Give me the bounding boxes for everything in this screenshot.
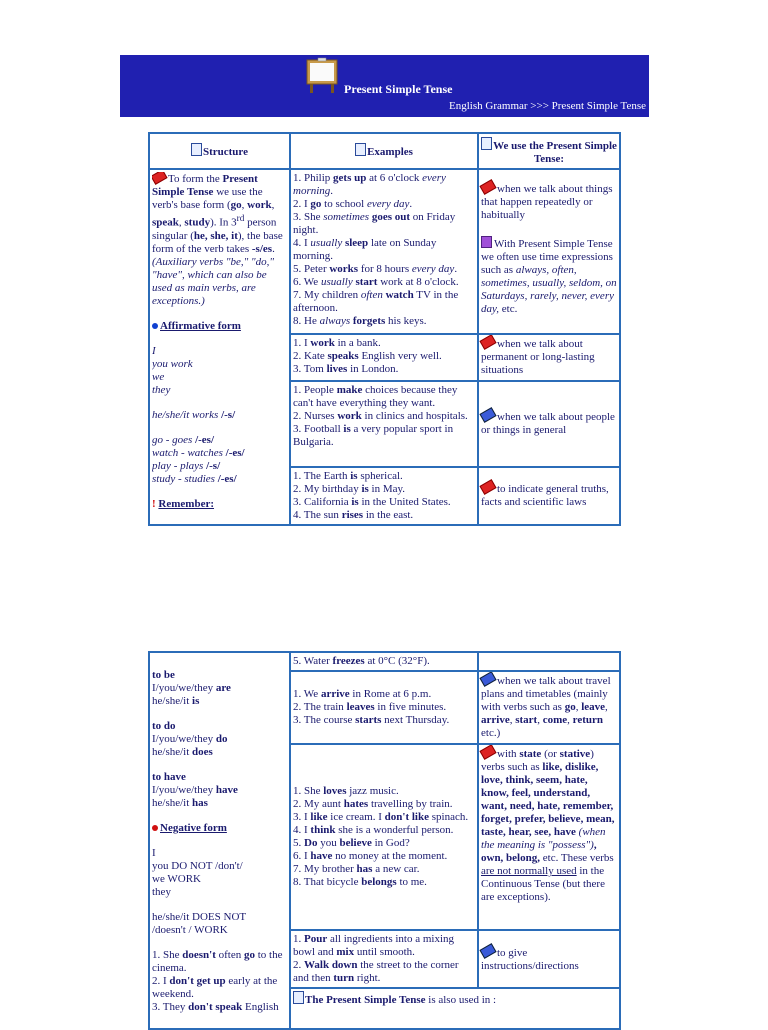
examples-truths: 1. The Earth is spherical. 2. My birthday is in May. 3. California is in the United States. 4. The sun rises in the east. xyxy=(290,467,478,525)
examples-instructions: 1. Pour all ingredients into a mixing bowl and mix until smooth. 2. Walk down the street to the corner and then turn right. xyxy=(290,930,478,989)
pencil-icon xyxy=(479,179,496,195)
pencil-icon xyxy=(479,480,496,496)
usage-empty xyxy=(478,652,620,671)
pencil-icon xyxy=(152,172,168,185)
examples-water: 5. Water freezes at 0°C (32°F). xyxy=(290,652,478,671)
affirmative-heading[interactable]: Affirmative form xyxy=(160,319,241,332)
usage-travel: when we talk about travel plans and timetables (mainly with verbs such as go, leave, arrive, start, come, return etc.) xyxy=(478,671,620,744)
pencil-icon xyxy=(479,671,496,687)
document-icon xyxy=(481,137,492,150)
breadcrumb: English Grammar >>> Present Simple Tense xyxy=(449,100,646,112)
examples-habits: 1. Philip gets up at 6 o'clock every morning. 2. I go to school every day. 3. She sometimes goes out on Friday night. 4. I usually sleep late on Sunday morning. 5. Peter works for 8 hours every day. 6. We usually start work at 8 o'clock. 7. My children often watch TV in the afternoon. 8. He always forgets his keys. xyxy=(290,169,478,334)
pin-icon xyxy=(152,825,158,831)
negative-heading[interactable]: Negative form xyxy=(160,822,227,834)
usage-habits: when we talk about things that happen repeatedly or habitually With Present Simple Tense we often use time expressions such as always, often, sometimes, usually, seldom, on Saturdays, rarely, never, every day, etc. xyxy=(478,169,620,334)
document-icon xyxy=(293,991,304,1004)
tense-table-part1 xyxy=(148,132,621,526)
book-icon xyxy=(481,236,492,248)
usage-general: when we talk about people or things in general xyxy=(478,381,620,467)
usage-stative: with state (or stative) verbs such as like, dislike, love, think, seem, hate, know, feel, understand, want, need, hate, remember, forget, prefer, believe, mean, taste, hear, see, have (when the meaning is "possess"), own, belong, etc. These verbs are not normally used in the Continuous Tense (but there are exceptions). xyxy=(478,744,620,929)
pencil-icon xyxy=(479,335,496,351)
examples-general: 1. People make choices because they can't have everything they want. 2. Nurses work in clinics and hospitals. 3. Football is a very popular sport in Bulgaria. xyxy=(290,381,478,467)
usage-permanent: when we talk about permanent or long-lasting situations xyxy=(478,334,620,380)
pencil-icon xyxy=(479,943,496,959)
remember-link[interactable]: Remember: xyxy=(158,497,215,510)
document-icon xyxy=(355,143,366,156)
header-examples: Examples xyxy=(290,133,478,169)
tense-table-part2 xyxy=(148,651,621,1030)
structure-cell-continued: to be I/you/we/they are he/she/it is to do I/you/we/they do he/she/it does to have I/you/we/they have he/she/it has Negative form I you DO NOT /don't/ we WORK they he/she/it DOES NOT /doesn't / WORK 1. She doesn't often go to the cinema. 2. I don't get up early at the weekend. 3. They don't speak English xyxy=(149,652,290,1029)
usage-instructions: to give instructions/directions xyxy=(478,930,620,989)
also-used-in: The Present Simple Tense is also used in : xyxy=(290,988,620,1029)
page-banner xyxy=(120,55,649,117)
examples-travel: 1. We arrive in Rome at 6 p.m. 2. The train leaves in five minutes. 3. The course starts next Thursday. xyxy=(290,671,478,744)
examples-permanent: 1. I work in a bank. 2. Kate speaks English very well. 3. Tom lives in London. xyxy=(290,334,478,380)
pencil-icon xyxy=(479,407,496,423)
document-icon xyxy=(191,143,202,156)
header-usage: We use the Present Simple Tense: xyxy=(478,133,620,169)
examples-stative: 1. She loves jazz music. 2. My aunt hates travelling by train. 3. I like ice cream. I don't like spinach. 4. I think she is a wonderful person. 5. Do you believe in God? 6. I have no money at the moment. 7. My brother has a new car. 8. That bicycle belongs to me. xyxy=(290,744,478,929)
pencil-icon xyxy=(479,744,496,760)
structure-cell: To form the Present Simple Tense we use the verb's base form (go, work, speak, study). In 3rd person singular (he, she, it), the base form of the verb takes -s/es. (Auxiliary verbs "be," "do," "have", which can also be used as main verbs, are exceptions.) Affirmative form I you work we they he/she/it works /-s/ go - goes /-es/ watch - watches /-es/ play - plays /-s/ study - studies /-es/ ! Remember: xyxy=(149,169,290,525)
page-title: Present Simple Tense xyxy=(344,82,453,96)
usage-truths: to indicate general truths, facts and scientific laws xyxy=(478,467,620,525)
blackboard-icon xyxy=(306,57,338,93)
header-structure: Structure xyxy=(149,133,290,169)
pin-icon xyxy=(152,323,158,329)
